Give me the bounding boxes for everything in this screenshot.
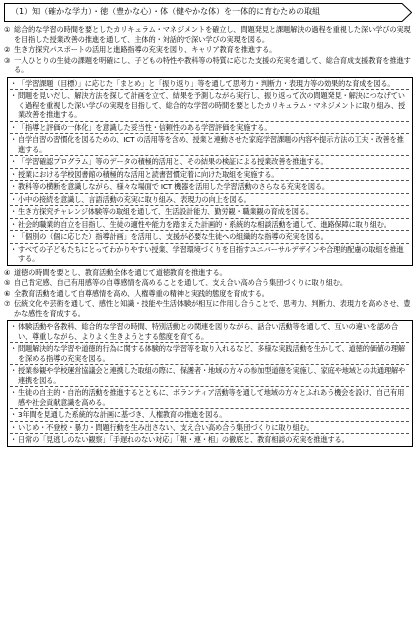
bullet-mark: ・: [10, 91, 18, 100]
dashed-divider: [10, 121, 409, 122]
bullet-mark: ・: [10, 219, 18, 229]
document-page: [4, 3, 416, 626]
item-text: 全教育活動を通して自尊感情を高め、人権尊重の精神と実践的態度を育成する。: [14, 288, 269, 298]
measure-text: いじめ・不登校・暴力・問題行動を生み出さない、支え合い高め合う集団づくりに取り組む。: [18, 422, 314, 432]
numbered-list-2: [4, 268, 416, 319]
bullet-mark: ・: [10, 232, 18, 241]
measure-text: 3年間を見通した系統的な計画に基づき、人権教育の推進を図る。: [18, 410, 227, 419]
bullet-mark: ・: [10, 366, 18, 375]
measure-text: 「学習確認プログラム」等のデータの積極的活用と、その結果の検証による授業改善を推進する。: [18, 157, 328, 166]
numbered-item: [4, 268, 416, 278]
dashed-divider: [10, 421, 409, 422]
dashed-divider: [10, 408, 409, 409]
item-text: 生き方探究パスポートの活用と進路指導の充実を図り、キャリア教育を推進する。: [14, 45, 277, 54]
item-number: ⑦: [4, 299, 11, 308]
dashed-divider: [10, 155, 409, 156]
item-number: ①: [4, 25, 11, 34]
bullet-mark: ・: [10, 344, 18, 353]
dashed-divider: [10, 168, 409, 169]
measure-text: 生徒の自主的・自治的活動を推進するとともに、ボランティア活動等を通して地域の方々とふれあう機会を設け、自己有用感や社会貢献意識を高める。: [18, 388, 405, 407]
measure-item: [10, 123, 409, 133]
dashed-divider: [10, 193, 409, 194]
dashed-divider: [10, 218, 409, 219]
item-text: 一人ひとりの生徒の課題を明確にし、子どもの特性や教科等の特質に応じた支援の充実を通して、総合育成支援教育を推進する。: [14, 55, 411, 74]
measure-text: 社会的職業的自立を目指し、生徒の適性や能力を踏まえた計画的・系統的な相談活動を通して、進路保障に取り組む。: [18, 219, 391, 229]
measure-text: 授業における学校図書館の積極的な活用と読書習慣定着に向けた取組を実施する。: [18, 169, 279, 179]
measure-text: すべての子どもたちにとってわかりやすい授業、学習環境づくりを目指すユニバーサルデザインや合理的配慮の取組を推進する。: [18, 244, 404, 263]
measure-text: 「指導と評価の一体化」を意識した妥当性・信頼性のある学習評価を実施する。: [18, 122, 272, 132]
dashed-divider: [10, 243, 409, 244]
numbered-list-1: [4, 25, 416, 75]
numbered-item: [4, 289, 416, 299]
measure-text: 小中の接続を意識し、言語活動の充実に取り組み、表現力の向上を図る。: [18, 194, 251, 204]
item-number: ④: [4, 267, 11, 277]
measure-item: [10, 91, 409, 120]
measure-text: 自学自習の習慣化を図るための、ICT の活用等を含め、授業と連動させた家庭学習課題の内容や提示方法の工夫・改善を推進する。: [18, 135, 404, 154]
measure-text: 体験活動や各教科、総合的な学習の時間、特別活動との関連を図りながら、話合い活動等を通して、互いの違いを認め合い、尊重しながら、よりよく生きようとする態度を育てる。: [18, 322, 398, 341]
measure-item: [10, 195, 409, 205]
numbered-item: [4, 45, 416, 55]
bullet-mark: ・: [10, 194, 18, 204]
measure-text: 日常の「見逃しのない観察」「手遅れのない対応」「報・連・相」の徹底と、教育相談の充実を推進する。: [18, 435, 349, 444]
dashed-divider: [10, 89, 409, 90]
measure-item: [10, 435, 409, 445]
measure-item: [10, 157, 409, 167]
section-title: （1）知（確かな学力）・徳（豊かな心）・体（健やかな体）を一体的に育むための取組: [11, 7, 321, 16]
measure-item: [10, 182, 409, 192]
measure-item: [10, 207, 409, 217]
measure-item: [10, 410, 409, 420]
measure-item: [10, 322, 409, 341]
measure-item: [10, 423, 409, 433]
item-text: 道徳の時間を要とし、教育活動全体を通じて道徳教育を推進する。: [14, 267, 227, 277]
section-header: [4, 3, 412, 22]
measures-box-1: [7, 77, 413, 266]
measure-item: [10, 366, 409, 385]
bullet-mark: ・: [10, 135, 18, 144]
dashed-divider: [10, 342, 409, 343]
measure-item: [10, 135, 409, 154]
bullet-mark: ・: [10, 410, 18, 419]
bullet-mark: ・: [10, 122, 18, 132]
dashed-divider: [10, 364, 409, 365]
item-number: ②: [4, 45, 11, 54]
item-number: ③: [4, 55, 11, 65]
dashed-divider: [10, 230, 409, 231]
measure-text: 問題を見いだし、解決方法を探して計画を立て、結果を予測しながら実行し、振り返って次の問題発見・解決につなげていく過程を重視した深い学びの実現を目指して、総合的な学習の時間を要としたカリキュラム・マネジメントに取り組み、授業改善を推進する。: [18, 91, 406, 119]
dashed-divider: [10, 133, 409, 134]
bullet-mark: ・: [10, 388, 18, 397]
bullet-mark: ・: [10, 78, 18, 88]
item-number: ⑥: [4, 288, 11, 298]
bullet-mark: ・: [10, 182, 18, 191]
item-text: 総合的な学習の時間を要としたカリキュラム・マネジメントを確立し、問題発見と課題解決の過程を重視した深い学びの実現を目指した授業改善の推進を通して、主体的・対話的で深い学びの実現を図る。: [14, 25, 411, 44]
dashed-divider: [10, 180, 409, 181]
numbered-item: [4, 278, 416, 288]
bullet-mark: ・: [10, 435, 18, 444]
bullet-mark: ・: [10, 157, 18, 166]
measure-item: [10, 170, 409, 180]
bullet-mark: ・: [10, 422, 18, 432]
measure-text: 問題解決的な学習や道徳的行為に関する体験的な学習等を取り入れるなど、多様な実践活動を生かして、道徳的価値の理解を深める指導の充実を図る。: [18, 344, 405, 363]
numbered-item: [4, 25, 416, 44]
bullet-mark: ・: [10, 322, 18, 331]
measure-text: 生き方探究チャレンジ体験等の取組を通して、生活設計能力、勤労観・職業観の育成を図る。: [18, 207, 313, 216]
numbered-item: [4, 56, 416, 75]
measures-box-2: [7, 320, 413, 447]
dashed-divider: [10, 205, 409, 206]
dashed-divider: [10, 386, 409, 387]
bullet-mark: ・: [10, 207, 18, 216]
item-number: ⑤: [4, 278, 11, 287]
measure-item: [10, 344, 409, 363]
measure-item: [10, 245, 409, 264]
measure-text: 教科等の横断を意識しながら、様々な場面で ICT 機器を活用した学習活動のさらなる充実を図る。: [18, 182, 329, 191]
measure-item: [10, 220, 409, 230]
bullet-mark: ・: [10, 244, 18, 254]
numbered-item: [4, 299, 416, 318]
measure-text: 「学習課題（目標）」に応じた「まとめ」と「振り返り」等を通して思考力・判断力・表現力等の効果的な育成を図る。: [18, 78, 395, 88]
measure-text: 授業参観や学校運営協議会と連携した取組の際に、保護者・地域の方々の参加型道徳を実施し、家庭や地域との共通理解や連携を図る。: [18, 366, 406, 385]
item-text: 自己肯定感、自己有用感等の自尊感情を高めることを通して、支え合い高め合う集団づくりに取り組む。: [14, 278, 347, 287]
measure-text: 「個別の（個に応じた）指導計画」を活用し、支援が必要な生徒への組織的な指導の充実を図る。: [18, 232, 328, 241]
bullet-mark: ・: [10, 169, 18, 179]
measure-item: [10, 388, 409, 407]
dashed-divider: [10, 433, 409, 434]
measure-item: [10, 79, 409, 89]
measure-item: [10, 232, 409, 242]
item-text: 伝統文化や芸術を通して、感性と知識・技能や生活体験が相互に作用し合うことで、思考力、判断力、表現力を高めさせ、豊かな感性を育成する。: [14, 299, 411, 318]
